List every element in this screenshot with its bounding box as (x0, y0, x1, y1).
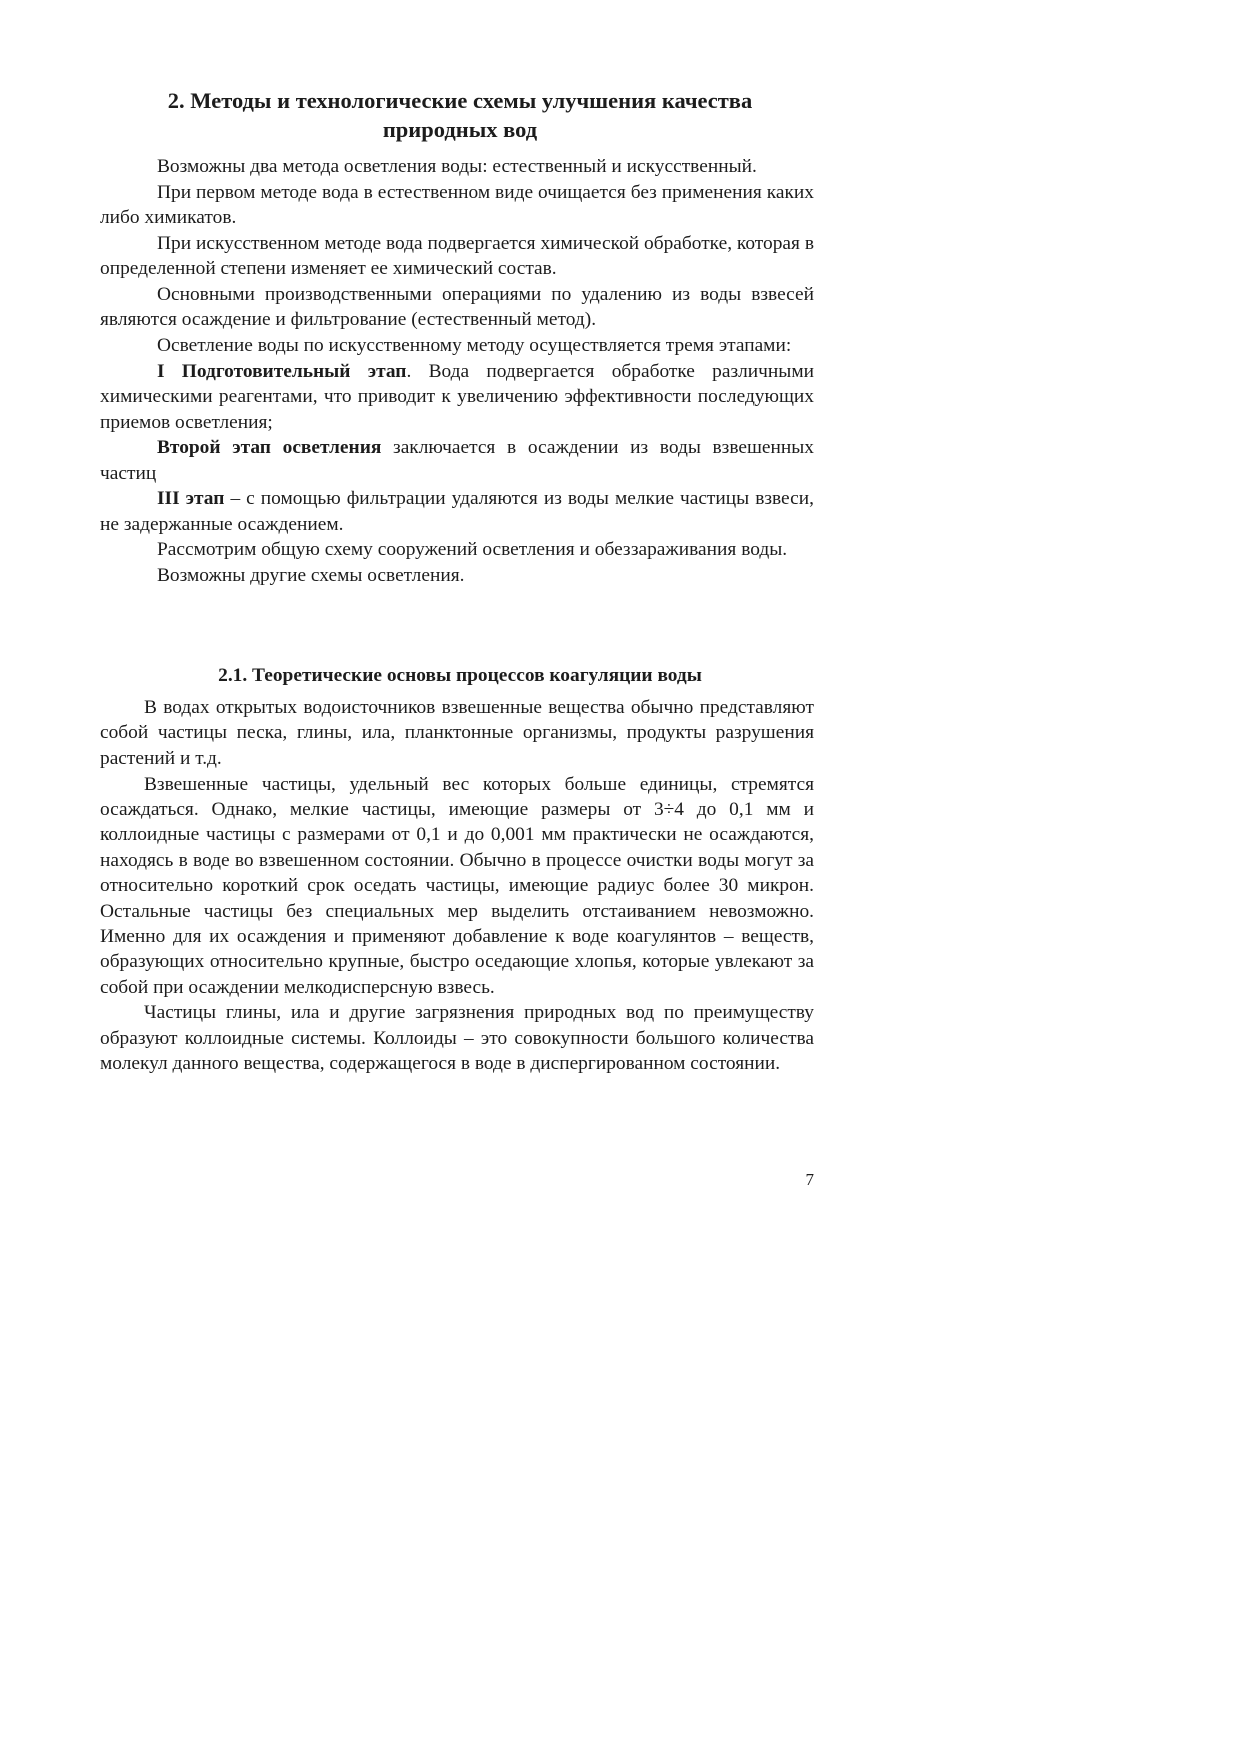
paragraph-other-schemes: Возможны другие схемы осветления. (157, 565, 465, 587)
page-number: 7 (805, 1170, 814, 1189)
stage-one-title: I Подготовительный этап (157, 360, 407, 382)
stage-three-text: – с помощью фильтрации удаляются из воды мелкие частицы взвеси, не задержанные осаждением. (100, 488, 814, 535)
section-coagulation (100, 695, 814, 1077)
stage-two-title: Второй этап осветления (157, 437, 382, 459)
stage-two-text: заключается в осаждении из воды взвешенных частиц (100, 437, 814, 484)
stage-one-text: . Вода подвергается обработке различными химическими реагентами, что приводит к увеличению эффективности последующих приемов осветления; (100, 360, 814, 433)
paragraph-two-methods: Возможны два метода осветления воды: естественный и искусственный. (157, 156, 757, 177)
paragraph-stage-three (100, 486, 814, 537)
paragraph-natural-method: При первом методе вода в естественном виде очищается без применения каких либо химикатов. (100, 181, 814, 229)
paragraph-stage-one (100, 359, 814, 435)
stage-three-title: III этап (157, 488, 225, 510)
paragraph-main-operations: Основными производственными операциями по удалению из воды взвесей являются осаждение и фильтрование (естественный метод). (100, 283, 814, 331)
paragraph-particle-settling: Взвешенные частицы, удельный вес которых больше единицы, стремятся осаждаться. Однако, мелкие частицы, имеющие размеры от 3÷4 до 0,1 мм и коллоидные частицы с размерами от 0,1 и до 0,001 мм практически не осаждаются, находясь в воде во взвешенном состоянии. Обычно в процессе очистки воды могут за относительно короткий срок оседать частицы, имеющие радиус более 30 микрон. Остальные частицы без специальных мер выделить отстаиванием невозможно. Именно для их осаждения и применяют добавление к воде коагулянтов – веществ, образующих относительно крупные, быстро оседающие хлопья, которые увлекают за собой при осаждении мелкодисперсную взвесь. (100, 773, 814, 998)
section-methods (100, 154, 814, 589)
page-title (100, 86, 820, 144)
paragraph-suspended-matter: В водах открытых водоисточников взвешенные вещества обычно представляют собой частицы песка, глины, ила, планктонные организмы, продукты разрушения растений и т.д. (100, 697, 814, 769)
paragraph-colloids: Частицы глины, ила и другие загрязнения природных вод по преимуществу образуют коллоидные системы. Коллоиды – это совокупности большого количества молекул данного вещества, содержащегося в воде в диспергированном состоянии. (100, 1002, 814, 1075)
paragraph-artificial-method: При искусственном методе вода подвергается химической обработке, которая в определенной степени изменяет ее химический состав. (100, 232, 814, 280)
paragraph-stage-two (100, 435, 814, 486)
paragraph-three-stages: Осветление воды по искусственному методу осуществляется тремя этапами: (157, 335, 792, 357)
paragraph-general-scheme: Рассмотрим общую схему сооружений осветления и обеззараживания воды. (157, 539, 788, 561)
section-subtitle: 2.1. Теоретические основы процессов коагуляции воды (218, 665, 702, 686)
page-title-line-2: природных вод (382, 117, 538, 142)
page-title-line-1: 2. Методы и технологические схемы улучшения качества (167, 88, 753, 113)
